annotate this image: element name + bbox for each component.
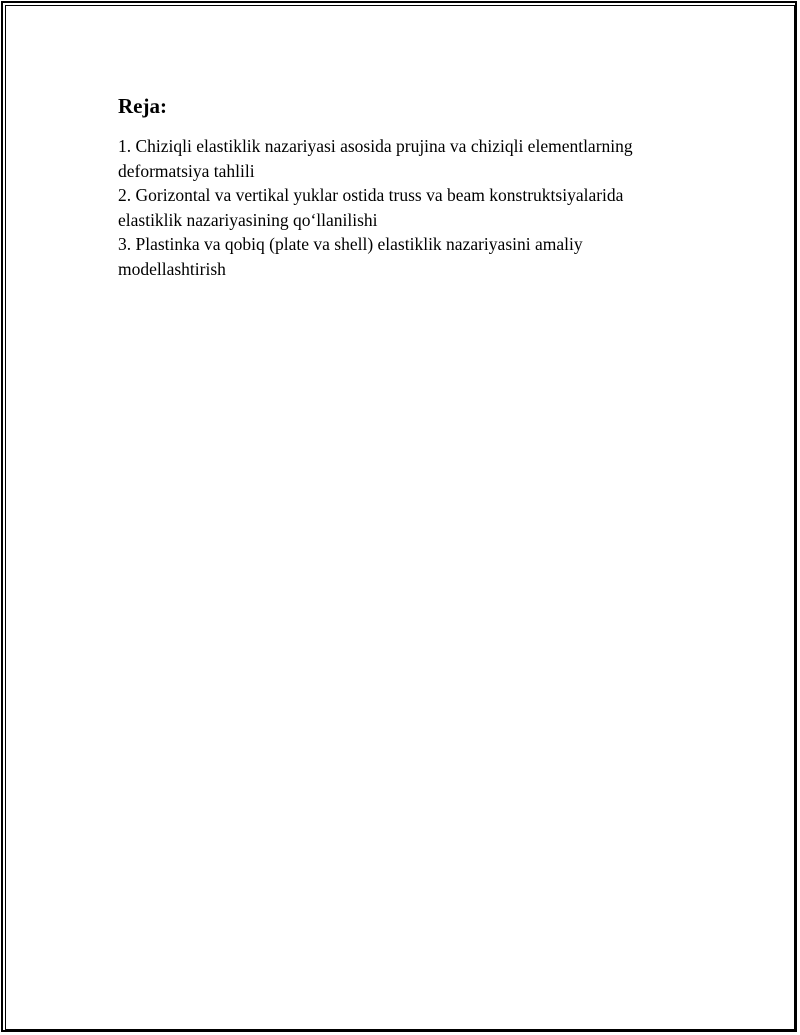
plan-item-2: 2. Gorizontal va vertikal yuklar ostida truss va beam konstruktsiyalarida elastiklik nazariyasining qo‘llanilishi: [118, 185, 624, 230]
plan-item-1: 1. Chiziqli elastiklik nazariyasi asosida prujina va chiziqli elementlarning deformatsiya tahlili: [118, 136, 633, 181]
document-content: [118, 92, 678, 281]
plan-item-3: 3. Plastinka va qobiq (plate va shell) elastiklik nazariyasini amaliy modellashtirish: [118, 234, 583, 279]
plan-heading: Reja:: [118, 94, 167, 118]
plan-list: [118, 134, 678, 281]
